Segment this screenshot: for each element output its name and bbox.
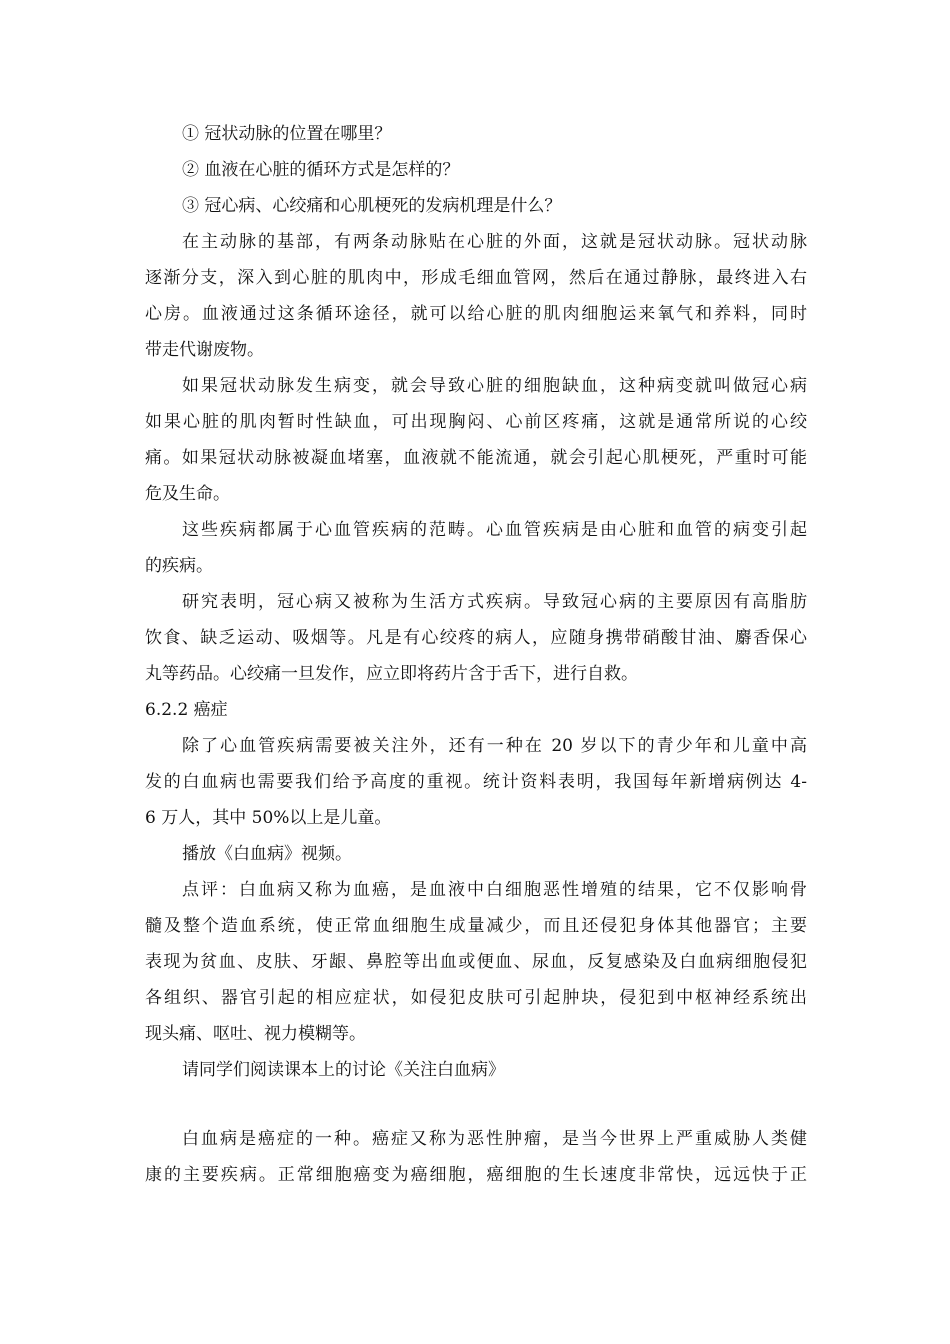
- paragraph-comment: [145, 872, 807, 1052]
- paragraph-line: 研究表明，冠心病又被称为生活方式疾病。导致冠心病的主要原因有高脂肪: [182, 592, 807, 612]
- paragraph-video: [145, 836, 807, 872]
- paragraph-line: 现头痛、呕吐、视力模糊等。: [145, 1024, 366, 1044]
- paragraph-cancer: [145, 1121, 807, 1193]
- paragraph-line: 逐渐分支，深入到心脏的肌肉中，形成毛细血管网，然后在通过静脉，最终进入右: [145, 268, 807, 288]
- paragraph-leukemia-intro: [145, 728, 807, 836]
- paragraph-line: 这些疾病都属于心血管疾病的范畴。心血管疾病是由心脏和血管的病变引起: [182, 520, 807, 540]
- question-2: ② 血液在心脏的循环方式是怎样的？: [182, 160, 460, 180]
- paragraph-coronary-disease: [145, 368, 807, 512]
- paragraph-lifestyle: [145, 584, 807, 692]
- section-heading: 6.2.2 癌症: [145, 700, 228, 720]
- question-3: ③ 冠心病、心绞痛和心肌梗死的发病机理是什么？: [182, 196, 562, 216]
- paragraph-line: 痛。如果冠状动脉被凝血堵塞，血液就不能流通，就会引起心肌梗死，严重时可能: [145, 448, 807, 468]
- question-1: ① 冠状动脉的位置在哪里？: [182, 124, 392, 144]
- paragraph-line: 髓及整个造血系统，使正常血细胞生成量减少，而且还侵犯身体其他器官；主要: [145, 916, 807, 936]
- paragraph-line: 如果心脏的肌肉暂时性缺血，可出现胸闷、心前区疼痛，这就是通常所说的心绞: [145, 412, 807, 432]
- paragraph-line: 播放《白血病》视频。: [182, 844, 352, 864]
- paragraph-line: 白血病是癌症的一种。癌症又称为恶性肿瘤，是当今世界上严重威胁人类健: [182, 1129, 807, 1149]
- paragraph-line: 康的主要疾病。正常细胞癌变为癌细胞，癌细胞的生长速度非常快，远远快于正: [145, 1165, 807, 1185]
- paragraph-line: 带走代谢废物。: [145, 340, 264, 360]
- paragraph-line: 发的白血病也需要我们给予高度的重视。统计资料表明，我国每年新增病例达 4-: [145, 772, 807, 792]
- paragraph-line: 危及生命。: [145, 484, 230, 504]
- paragraph-line: 饮食、缺乏运动、吸烟等。凡是有心绞疼的病人，应随身携带硝酸甘油、麝香保心: [145, 628, 807, 648]
- blank-line: [145, 1088, 807, 1121]
- paragraph-line: 在主动脉的基部，有两条动脉贴在心脏的外面，这就是冠状动脉。冠状动脉: [182, 232, 807, 252]
- paragraph-cardiovascular: [145, 512, 807, 584]
- paragraph-line: 点评：白血病又称为血癌，是血液中白细胞恶性增殖的结果，它不仅影响骨: [182, 880, 807, 900]
- paragraph-line: 心房。血液通过这条循环途径，就可以给心脏的肌肉细胞运来氧气和养料，同时: [145, 304, 807, 324]
- paragraph-line: 表现为贫血、皮肤、牙龈、鼻腔等出血或便血、尿血，反复感染及白血病细胞侵犯: [145, 952, 807, 972]
- paragraph-line: 6 万人，其中 50%以上是儿童。: [145, 808, 392, 828]
- paragraph-line: 各组织、器官引起的相应症状，如侵犯皮肤可引起肿块，侵犯到中枢神经系统出: [145, 988, 807, 1008]
- paragraph-line: 丸等药品。心绞痛一旦发作，应立即将药片含于舌下，进行自救。: [145, 664, 638, 684]
- paragraph-reading: [145, 1052, 807, 1088]
- paragraph-coronary-artery: [145, 224, 807, 368]
- paragraph-line: 如果冠状动脉发生病变，就会导致心脏的细胞缺血，这种病变就叫做冠心病: [182, 376, 807, 396]
- paragraph-line: 除了心血管疾病需要被关注外，还有一种在 20 岁以下的青少年和儿童中高: [182, 736, 807, 756]
- paragraph-line: 请同学们阅读课本上的讨论《关注白血病》: [182, 1060, 505, 1080]
- document-page: [145, 116, 807, 1193]
- paragraph-line: 的疾病。: [145, 556, 213, 576]
